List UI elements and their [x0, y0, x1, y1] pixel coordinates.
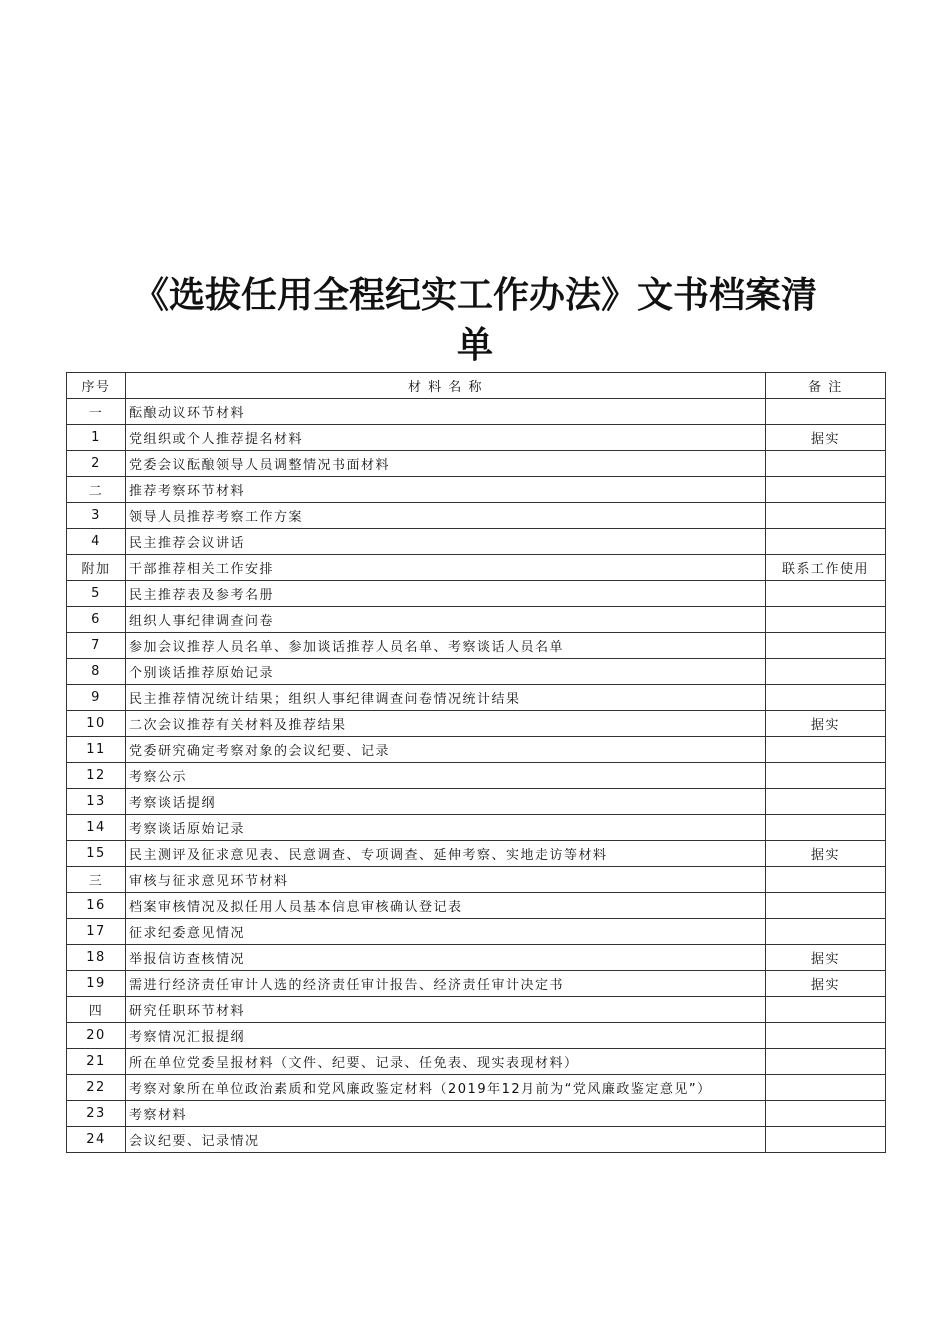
row-material-name-cell: 考察情况汇报提纲 [126, 1023, 766, 1049]
table-row [67, 789, 886, 815]
row-sequence-cell: 22 [67, 1075, 126, 1101]
row-remarks-cell [766, 503, 886, 529]
table-row [67, 945, 886, 971]
row-sequence-cell: 三 [67, 867, 126, 893]
table-row [67, 503, 886, 529]
row-material-name-cell: 民主推荐会议讲话 [126, 529, 766, 555]
document-title [75, 270, 875, 370]
table-body [67, 399, 886, 1153]
row-material-name-cell: 领导人员推荐考察工作方案 [126, 503, 766, 529]
table-row [67, 1049, 886, 1075]
row-remarks-cell [766, 893, 886, 919]
row-material-name-cell: 二次会议推荐有关材料及推荐结果 [126, 711, 766, 737]
row-remarks-cell [766, 815, 886, 841]
row-remarks-cell [766, 581, 886, 607]
row-material-name-cell: 参加会议推荐人员名单、参加谈话推荐人员名单、考察谈话人员名单 [126, 633, 766, 659]
row-material-name-cell: 酝酿动议环节材料 [126, 399, 766, 425]
row-sequence-cell: 11 [67, 737, 126, 763]
row-sequence-cell: 14 [67, 815, 126, 841]
table-row [67, 1127, 886, 1153]
header-material-name: 材 料 名 称 [126, 373, 766, 399]
table-row [67, 867, 886, 893]
row-material-name-cell: 民主推荐表及参考名册 [126, 581, 766, 607]
row-remarks-cell: 据实 [766, 711, 886, 737]
row-material-name-cell: 举报信访查核情况 [126, 945, 766, 971]
table-row [67, 659, 886, 685]
row-remarks-cell: 据实 [766, 971, 886, 997]
row-material-name-cell: 档案审核情况及拟任用人员基本信息审核确认登记表 [126, 893, 766, 919]
row-remarks-cell [766, 1127, 886, 1153]
title-line-1: 《选拔任用全程纪实工作办法》文书档案清 [132, 274, 817, 316]
row-remarks-cell [766, 633, 886, 659]
table-row [67, 763, 886, 789]
header-sequence: 序号 [67, 373, 126, 399]
row-material-name-cell: 推荐考察环节材料 [126, 477, 766, 503]
row-material-name-cell: 党委会议酝酿领导人员调整情况书面材料 [126, 451, 766, 477]
row-material-name-cell: 所在单位党委呈报材料（文件、纪要、记录、任免表、现实表现材料） [126, 1049, 766, 1075]
row-sequence-cell: 16 [67, 893, 126, 919]
table-row [67, 815, 886, 841]
row-sequence-cell: 12 [67, 763, 126, 789]
table-row [67, 1023, 886, 1049]
row-remarks-cell [766, 659, 886, 685]
table-row [67, 737, 886, 763]
table-row [67, 685, 886, 711]
row-material-name-cell: 民主推荐情况统计结果；组织人事纪律调查问卷情况统计结果 [126, 685, 766, 711]
row-material-name-cell: 研究任职环节材料 [126, 997, 766, 1023]
table-header-row [67, 373, 886, 399]
table-row [67, 1075, 886, 1101]
table-row [67, 425, 886, 451]
row-sequence-cell: 6 [67, 607, 126, 633]
row-material-name-cell: 考察对象所在单位政治素质和党风廉政鉴定材料（2019年12月前为“党风廉政鉴定意见”） [126, 1075, 766, 1101]
row-sequence-cell: 21 [67, 1049, 126, 1075]
row-remarks-cell [766, 1101, 886, 1127]
row-remarks-cell [766, 607, 886, 633]
table-row [67, 607, 886, 633]
table-row [67, 451, 886, 477]
row-material-name-cell: 考察谈话原始记录 [126, 815, 766, 841]
row-sequence-cell: 5 [67, 581, 126, 607]
row-sequence-cell: 附加 [67, 555, 126, 581]
row-sequence-cell: 二 [67, 477, 126, 503]
row-remarks-cell [766, 451, 886, 477]
row-remarks-cell [766, 737, 886, 763]
row-remarks-cell [766, 1023, 886, 1049]
archive-list-table [66, 372, 886, 1153]
table-row [67, 529, 886, 555]
row-remarks-cell [766, 1049, 886, 1075]
row-sequence-cell: 四 [67, 997, 126, 1023]
row-sequence-cell: 18 [67, 945, 126, 971]
row-remarks-cell [766, 919, 886, 945]
row-sequence-cell: 19 [67, 971, 126, 997]
table-row [67, 971, 886, 997]
row-remarks-cell [766, 997, 886, 1023]
row-remarks-cell [766, 789, 886, 815]
row-sequence-cell: 23 [67, 1101, 126, 1127]
table-row [67, 893, 886, 919]
row-sequence-cell: 17 [67, 919, 126, 945]
row-remarks-cell [766, 529, 886, 555]
row-material-name-cell: 考察材料 [126, 1101, 766, 1127]
row-sequence-cell: 8 [67, 659, 126, 685]
table-row [67, 711, 886, 737]
row-material-name-cell: 征求纪委意见情况 [126, 919, 766, 945]
row-remarks-cell: 据实 [766, 425, 886, 451]
row-remarks-cell [766, 399, 886, 425]
table-row [67, 477, 886, 503]
row-sequence-cell: 2 [67, 451, 126, 477]
row-material-name-cell: 考察谈话提纲 [126, 789, 766, 815]
table-row [67, 841, 886, 867]
title-line-2: 单 [456, 324, 493, 366]
row-sequence-cell: 24 [67, 1127, 126, 1153]
row-material-name-cell: 党委研究确定考察对象的会议纪要、记录 [126, 737, 766, 763]
row-remarks-cell [766, 477, 886, 503]
header-remarks: 备 注 [766, 373, 886, 399]
row-sequence-cell: 15 [67, 841, 126, 867]
row-remarks-cell: 联系工作使用 [766, 555, 886, 581]
table-row [67, 633, 886, 659]
row-material-name-cell: 党组织或个人推荐提名材料 [126, 425, 766, 451]
row-sequence-cell: 1 [67, 425, 126, 451]
table-row [67, 399, 886, 425]
row-sequence-cell: 10 [67, 711, 126, 737]
row-sequence-cell: 3 [67, 503, 126, 529]
row-material-name-cell: 考察公示 [126, 763, 766, 789]
row-material-name-cell: 民主测评及征求意见表、民意调查、专项调查、延伸考察、实地走访等材料 [126, 841, 766, 867]
row-sequence-cell: 4 [67, 529, 126, 555]
row-remarks-cell [766, 1075, 886, 1101]
row-remarks-cell [766, 685, 886, 711]
table-row [67, 581, 886, 607]
row-sequence-cell: 13 [67, 789, 126, 815]
row-remarks-cell [766, 867, 886, 893]
row-sequence-cell: 9 [67, 685, 126, 711]
table-row [67, 997, 886, 1023]
row-remarks-cell: 据实 [766, 841, 886, 867]
row-material-name-cell: 会议纪要、记录情况 [126, 1127, 766, 1153]
row-remarks-cell: 据实 [766, 945, 886, 971]
row-material-name-cell: 审核与征求意见环节材料 [126, 867, 766, 893]
row-material-name-cell: 组织人事纪律调查问卷 [126, 607, 766, 633]
table-row [67, 555, 886, 581]
row-sequence-cell: 20 [67, 1023, 126, 1049]
row-material-name-cell: 干部推荐相关工作安排 [126, 555, 766, 581]
row-material-name-cell: 需进行经济责任审计人选的经济责任审计报告、经济责任审计决定书 [126, 971, 766, 997]
row-remarks-cell [766, 763, 886, 789]
row-material-name-cell: 个别谈话推荐原始记录 [126, 659, 766, 685]
table-row [67, 1101, 886, 1127]
row-sequence-cell: 一 [67, 399, 126, 425]
row-sequence-cell: 7 [67, 633, 126, 659]
table-row [67, 919, 886, 945]
